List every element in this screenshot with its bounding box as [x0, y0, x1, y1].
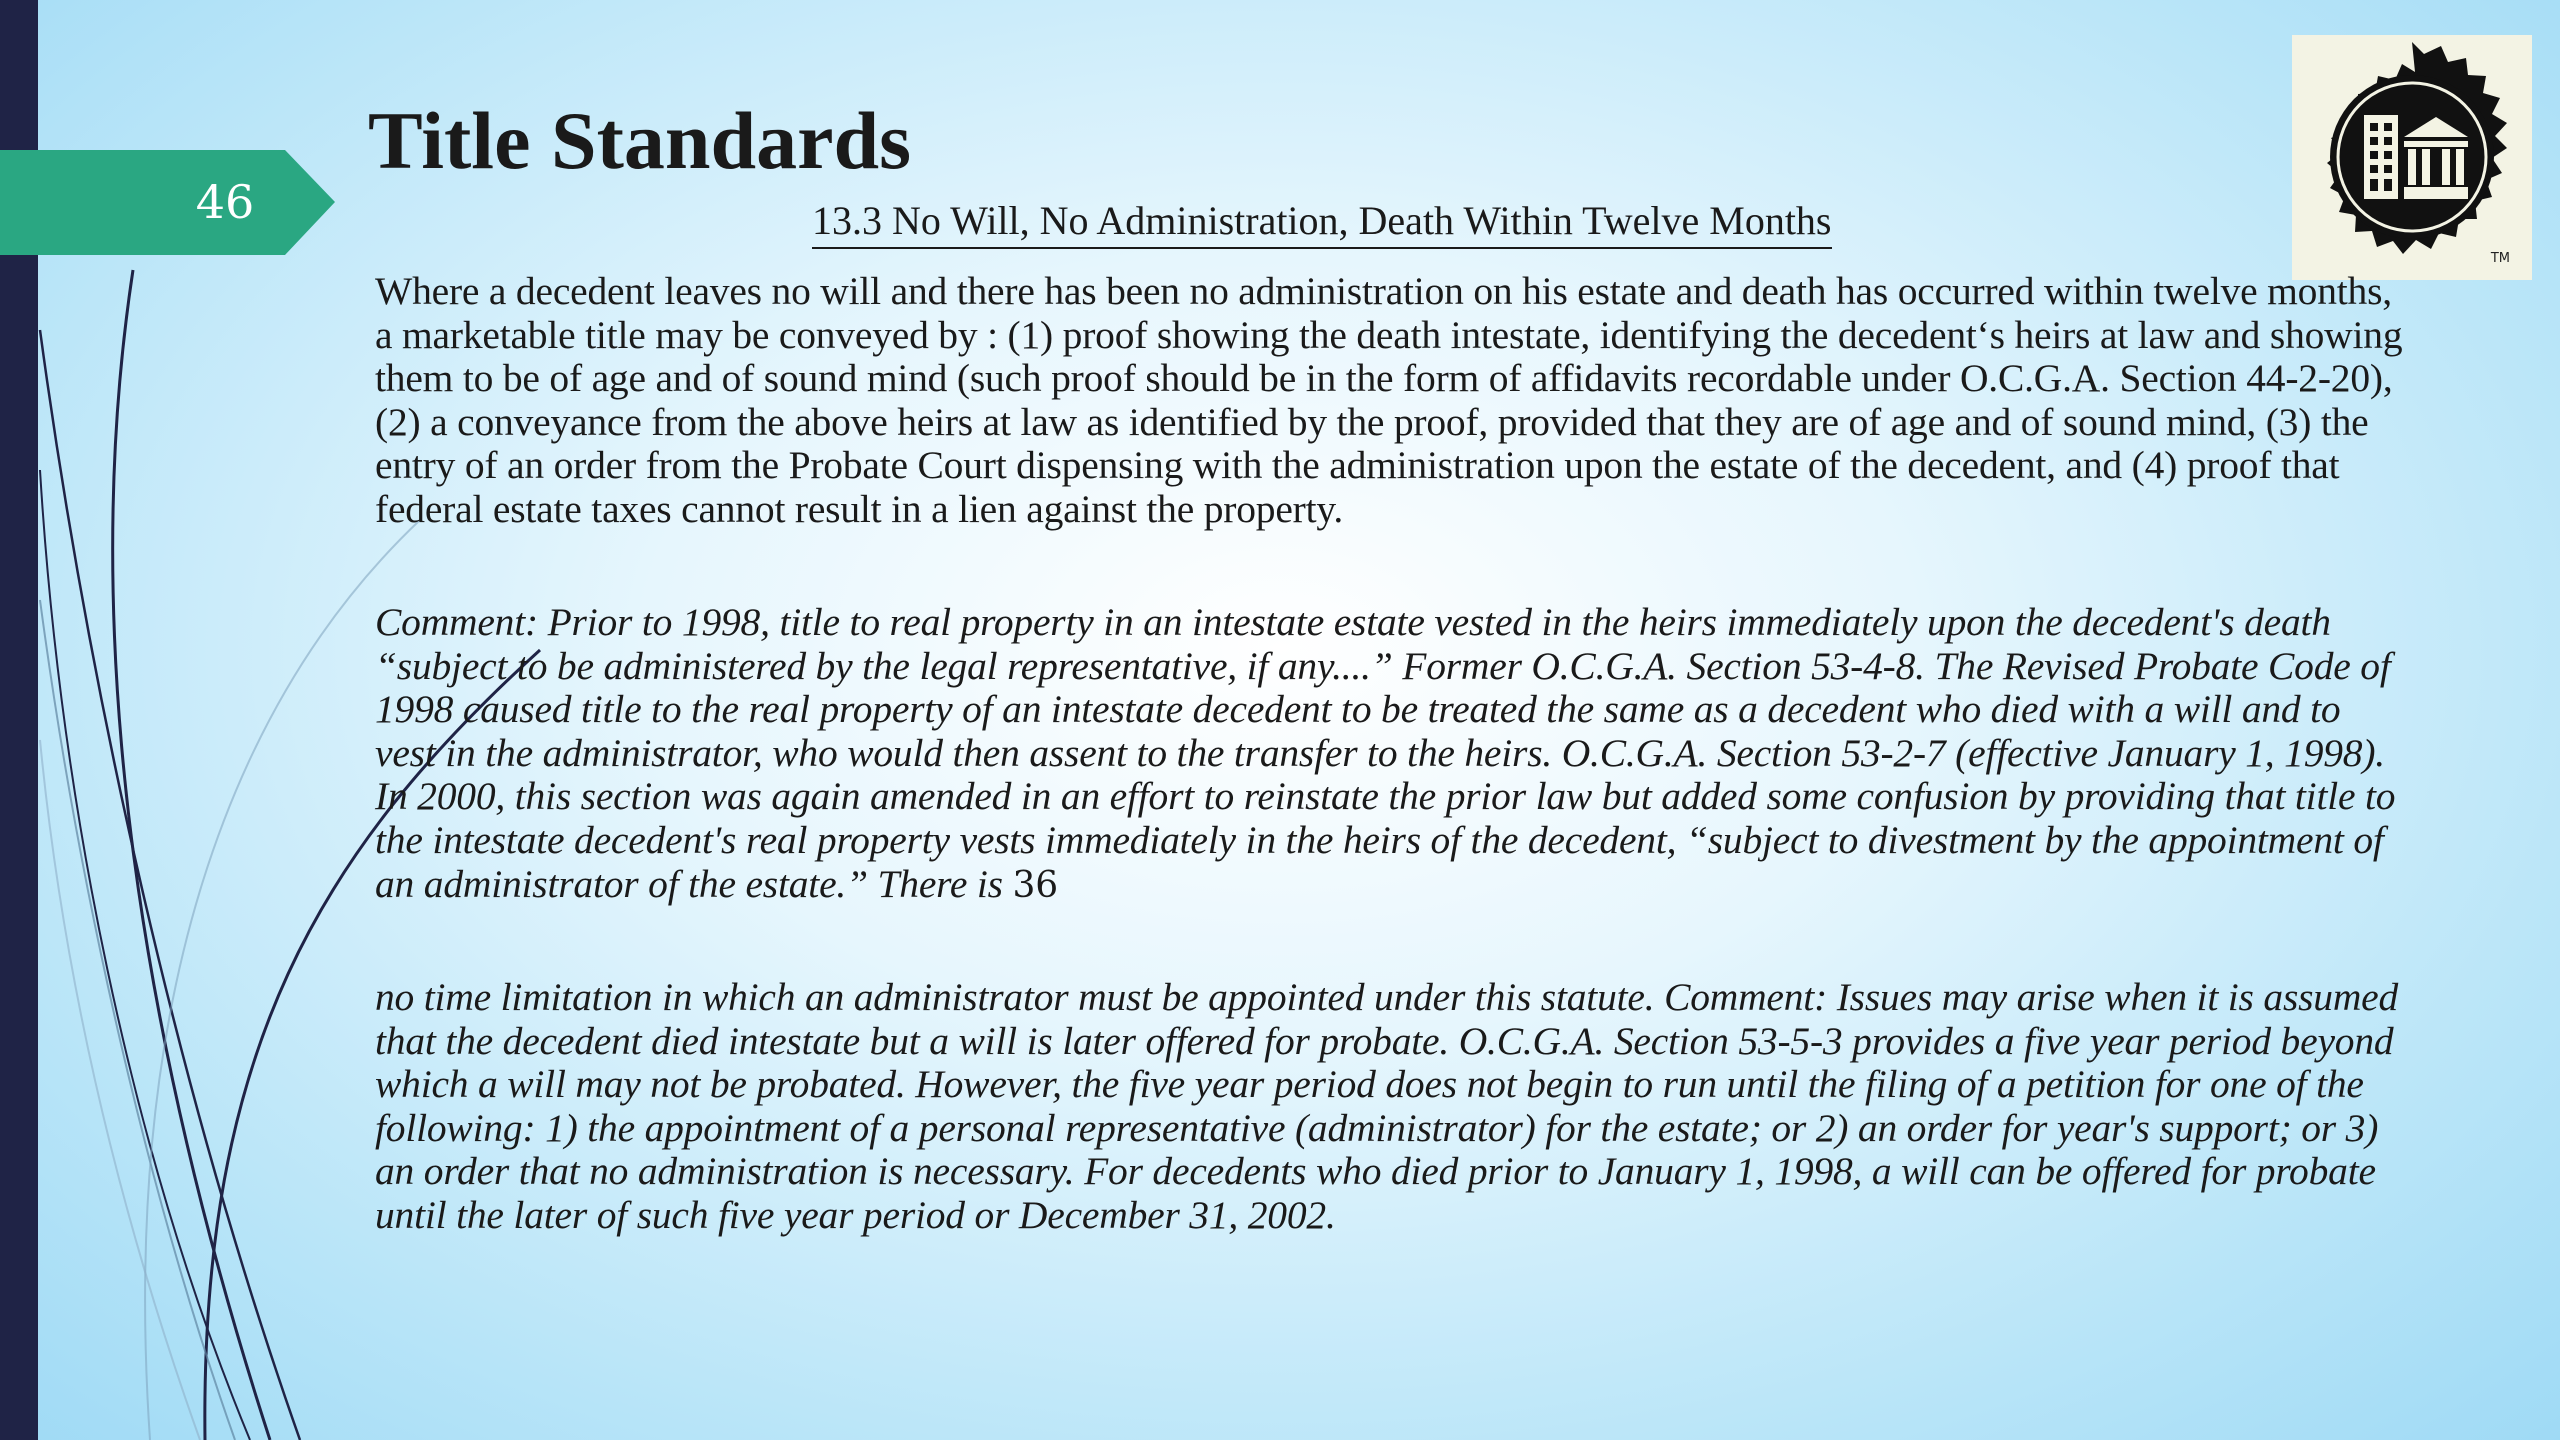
courthouse-seal-icon: [2292, 35, 2532, 280]
section-subtitle: 13.3 No Will, No Administration, Death Within Twelve Months: [812, 197, 1832, 249]
trademark-mark: TM: [2490, 251, 2510, 266]
inline-page-number: 36: [1012, 864, 1058, 906]
slide-number: 46: [195, 175, 255, 229]
paragraph-comment-2: no time limitation in which an administrator must be appointed under this statute. Comment: Issues may arise when it is assumed that the decedent died intestate but a will is later offered for probate. O.C.G.A. Section 53-5-3 provides a five year period beyond which a will may not be probated. However, the five year period does not begin to run until the filing of a petition for one of the following: 1) the appointment of a personal representative (administrator) for the estate; or 2) an order for year's support; or 3) an order that no administration is necessary. For decedents who died prior to January 1, 1998, a will can be offered for probate until the later of such five year period or December 31, 2002.: [375, 975, 2399, 1237]
slide-title: Title Standards: [368, 95, 912, 186]
logo: [2292, 35, 2532, 280]
paragraph-comment-1: [375, 601, 2405, 907]
paragraph-comment-1-text: Comment: Prior to 1998, title to real property in an intestate estate vested in the heirs immediately upon the decedent's death “subject to be administered by the legal representative, if any....” Former O.C.G.A. Section 53-4-8. The Revised Probate Code of 1998 caused title to the real property of an intestate decedent to be treated the same as a decedent who died with a will and to vest in the administrator, who would then assent to the transfer to the heirs. O.C.G.A. Section 53-2-7 (effective January 1, 1998). In 2000, this section was again amended in an effort to reinstate the prior law but added some confusion by providing that title to the intestate decedent's real property vests immediately in the heirs of the decedent, “subject to divestment by the appointment of an administrator of the estate.” There is: [375, 600, 2396, 906]
paragraph-title-standard: Where a decedent leaves no will and there has been no administration on his estate and death has occurred within twelve months, a marketable title may be conveyed by : (1) proof showing the death intestate, identifying the decedent‘s heirs at law and showing them to be of age and of sound mind (such proof should be in the form of affidavits recordable under O.C.G.A. Section 44-2-20), (2) a conveyance from the above heirs at law as identified by the proof, provided that they are of age and of sound mind, (3) the entry of an order from the Probate Court dispensing with the administration upon the estate of the decedent, and (4) proof that federal estate taxes cannot result in a lien against the property.: [375, 269, 2403, 531]
slide-number-tab: [0, 150, 335, 255]
